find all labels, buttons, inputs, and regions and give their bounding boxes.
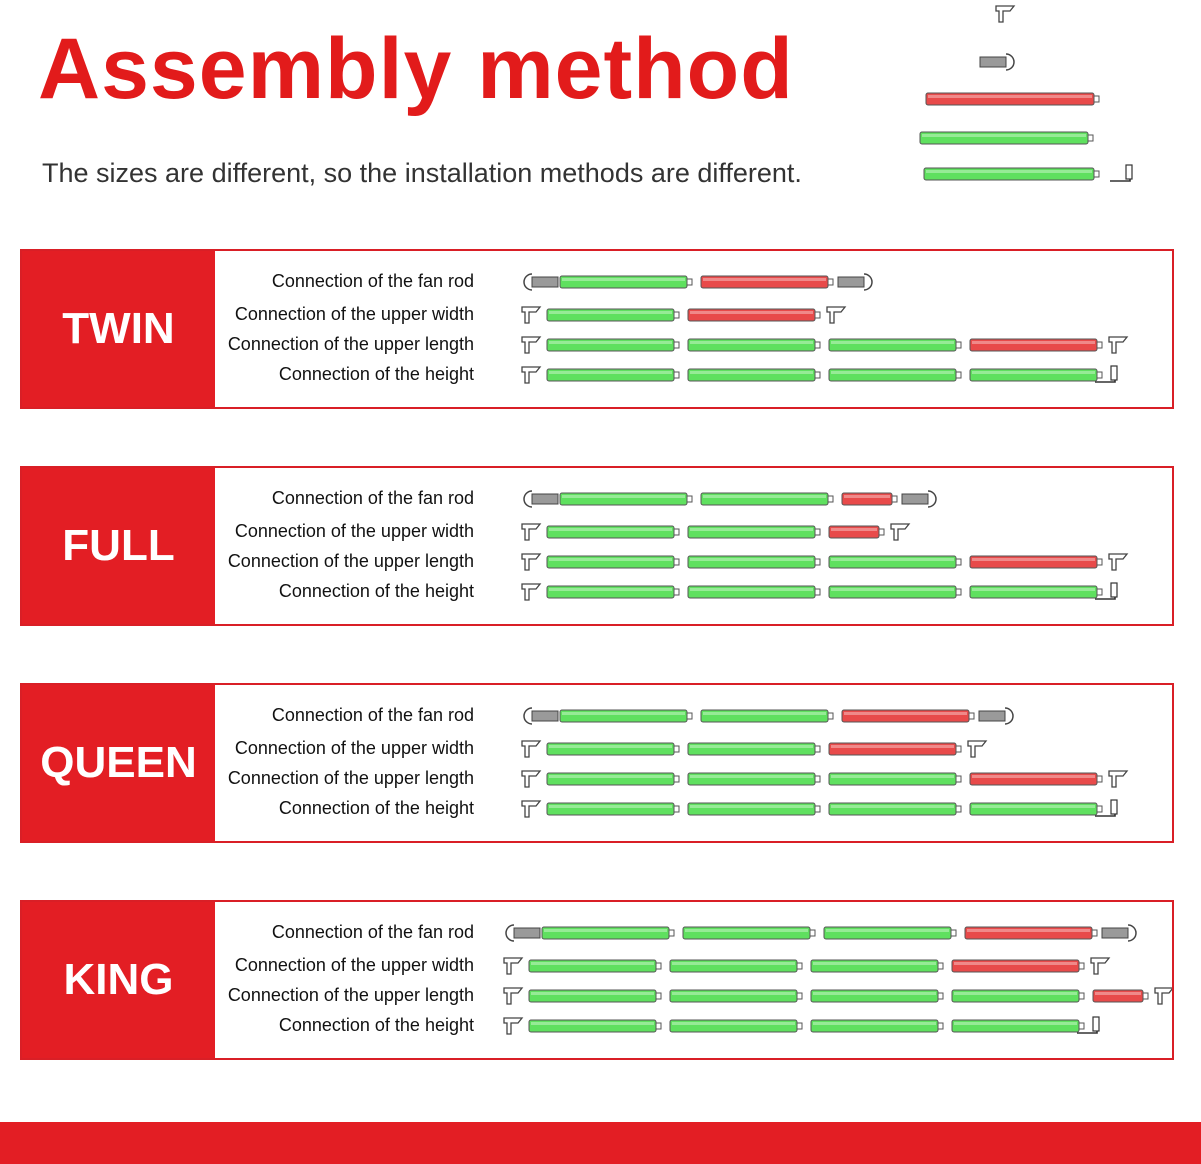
bracket-icon <box>504 1018 522 1034</box>
row-label-height: Connection of the height <box>278 581 474 601</box>
panel-twin <box>20 249 1174 409</box>
short-rod <box>970 773 1102 785</box>
panel-queen <box>20 683 1174 843</box>
long-rod <box>829 556 961 568</box>
short-rod <box>952 960 1084 972</box>
bracket-icon <box>522 367 540 383</box>
bracket-icon <box>891 524 909 540</box>
long-rod <box>829 369 961 381</box>
row-label-upper-length: Connection of the upper length <box>227 985 474 1005</box>
short-rod <box>688 309 820 321</box>
ring-connector-icon <box>979 708 1013 724</box>
long-rod <box>829 586 961 598</box>
long-rod <box>688 743 820 755</box>
long-rod <box>547 526 679 538</box>
long-rod <box>811 990 943 1002</box>
long-rod <box>701 710 833 722</box>
bracket-icon <box>968 741 986 757</box>
long-rod <box>688 586 820 598</box>
bracket-icon <box>522 307 540 323</box>
fan-rod-connector-icon <box>980 54 1014 70</box>
bracket-icon <box>996 6 1014 22</box>
bracket-icon <box>1109 337 1127 353</box>
long-rod <box>670 960 802 972</box>
long-rod <box>688 339 820 351</box>
rod-diagram <box>22 251 1172 407</box>
row-label-fan-rod: Connection of the fan rod <box>271 488 474 508</box>
panel-king <box>20 900 1174 1060</box>
footer-bar <box>0 1122 1201 1164</box>
row-label-upper-width: Connection of the upper width <box>234 521 474 541</box>
long-rod <box>824 927 956 939</box>
bracket-icon <box>504 958 522 974</box>
size-label: QUEEN <box>22 685 215 841</box>
long-rod <box>683 927 815 939</box>
size-label: KING <box>22 902 215 1058</box>
short-rod <box>701 276 833 288</box>
long-rod <box>688 369 820 381</box>
long-rod <box>970 586 1102 598</box>
rod-diagram <box>22 685 1172 841</box>
long-rod <box>547 309 679 321</box>
bracket-icon <box>522 337 540 353</box>
long-rod <box>970 803 1102 815</box>
short-rod-icon <box>926 93 1099 105</box>
bracket-icon <box>1155 988 1172 1004</box>
bracket-icon <box>1091 958 1109 974</box>
parts-legend <box>900 0 1190 200</box>
rod-diagram <box>22 902 1172 1058</box>
row-label-upper-length: Connection of the upper length <box>227 551 474 571</box>
row-label-upper-width: Connection of the upper width <box>234 304 474 324</box>
foot-icon <box>1110 165 1132 181</box>
ring-connector-icon <box>506 925 540 941</box>
long-rod <box>970 369 1102 381</box>
long-rod <box>547 743 679 755</box>
row-label-upper-length: Connection of the upper length <box>227 334 474 354</box>
long-rod <box>688 556 820 568</box>
rod-diagram <box>22 468 1172 624</box>
row-label-fan-rod: Connection of the fan rod <box>271 922 474 942</box>
long-rod <box>670 1020 802 1032</box>
panel-full <box>20 466 1174 626</box>
bracket-icon <box>522 801 540 817</box>
long-rod <box>547 586 679 598</box>
size-label: FULL <box>22 468 215 624</box>
page-subtitle: The sizes are different, so the installation methods are different. <box>42 158 802 188</box>
size-label: TWIN <box>22 251 215 407</box>
row-label-height: Connection of the height <box>278 364 474 384</box>
row-label-upper-width: Connection of the upper width <box>234 738 474 758</box>
long-rod <box>811 1020 943 1032</box>
short-rod <box>829 743 961 755</box>
long-rod <box>688 526 820 538</box>
short-rod <box>842 493 897 505</box>
ring-connector-icon <box>524 708 558 724</box>
short-rod <box>1093 990 1148 1002</box>
row-label-upper-length: Connection of the upper length <box>227 768 474 788</box>
row-label-fan-rod: Connection of the fan rod <box>271 271 474 291</box>
bracket-icon <box>1109 554 1127 570</box>
bracket-icon <box>504 988 522 1004</box>
height-rod-icon <box>924 168 1099 180</box>
long-rod <box>829 339 961 351</box>
bracket-icon <box>522 584 540 600</box>
ring-connector-icon <box>524 491 558 507</box>
bracket-icon <box>522 554 540 570</box>
long-rod <box>701 493 833 505</box>
row-label-height: Connection of the height <box>278 1015 474 1035</box>
long-rod <box>952 990 1084 1002</box>
row-label-fan-rod: Connection of the fan rod <box>271 705 474 725</box>
long-rod <box>829 803 961 815</box>
ring-connector-icon <box>524 274 558 290</box>
long-rod <box>529 1020 661 1032</box>
long-rod <box>688 803 820 815</box>
bracket-icon <box>1109 771 1127 787</box>
page-title: Assembly method <box>38 21 794 117</box>
ring-connector-icon <box>838 274 872 290</box>
bracket-icon <box>522 524 540 540</box>
long-rod <box>670 990 802 1002</box>
long-rod <box>560 710 692 722</box>
short-rod <box>842 710 974 722</box>
long-rod <box>547 773 679 785</box>
bracket-icon <box>827 307 845 323</box>
bracket-icon <box>522 741 540 757</box>
row-label-height: Connection of the height <box>278 798 474 818</box>
long-rod <box>811 960 943 972</box>
short-rod <box>970 339 1102 351</box>
ring-connector-icon <box>1102 925 1136 941</box>
long-rod <box>547 369 679 381</box>
long-rod <box>829 773 961 785</box>
short-rod <box>970 556 1102 568</box>
short-rod <box>829 526 884 538</box>
long-rod <box>952 1020 1084 1032</box>
long-rod <box>542 927 674 939</box>
long-rod-icon <box>920 132 1093 144</box>
long-rod <box>547 556 679 568</box>
long-rod <box>529 960 661 972</box>
long-rod <box>529 990 661 1002</box>
short-rod <box>965 927 1097 939</box>
ring-connector-icon <box>902 491 936 507</box>
long-rod <box>560 493 692 505</box>
long-rod <box>547 339 679 351</box>
row-label-upper-width: Connection of the upper width <box>234 955 474 975</box>
long-rod <box>688 773 820 785</box>
long-rod <box>547 803 679 815</box>
bracket-icon <box>522 771 540 787</box>
long-rod <box>560 276 692 288</box>
